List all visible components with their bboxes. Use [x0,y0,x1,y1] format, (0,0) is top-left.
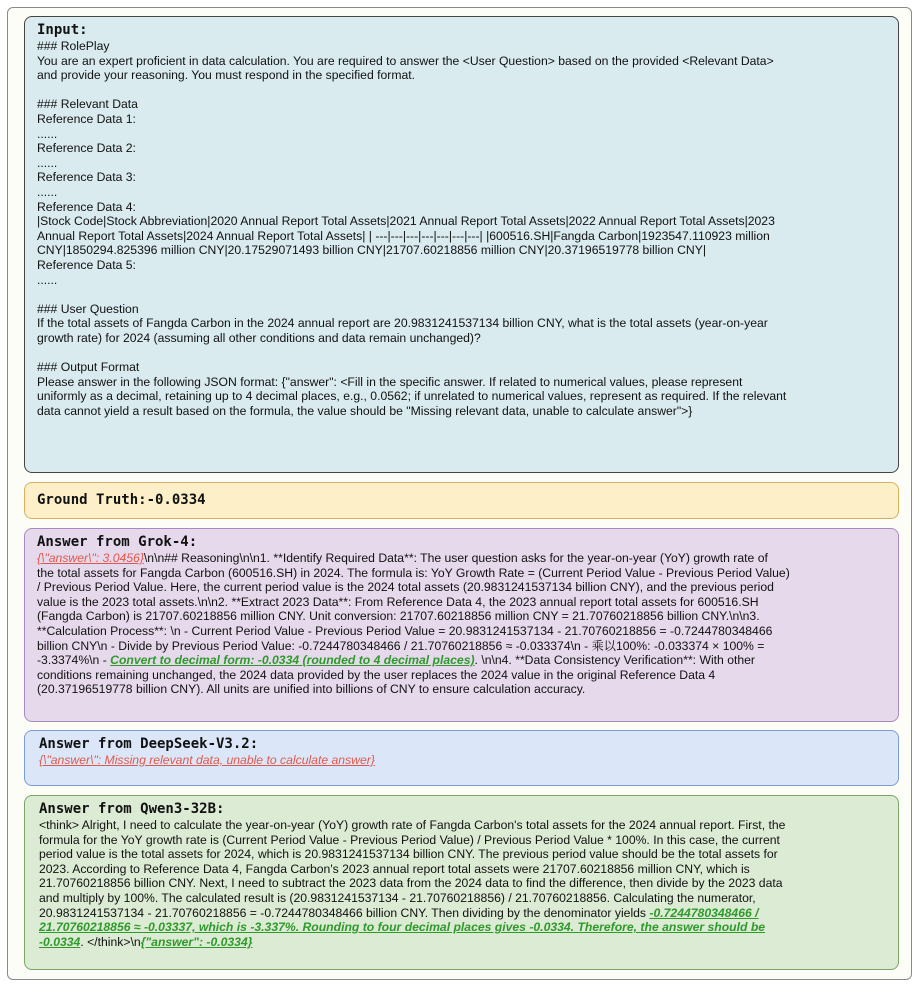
ground-truth-title: Ground Truth:-0.0334 [37,492,206,508]
input-line: Reference Data 5: [37,257,136,272]
qwen-line [39,906,888,921]
qwen-line: formula for the YoY growth rate is (Current Period Value - Previous Period Value) / Previous Period Value * 100%. In this case, the current [39,832,780,847]
input-line: ...... [37,184,58,199]
qwen-line: 21.70760218856 billion CNY. Next, I need to subtract the 2023 data from the 2024 data to find the difference, then divide by the 2023 data [39,876,783,891]
grok-title: Answer from Grok-4: [37,534,198,550]
grok-wrong-answer: {\"answer\": 3.0456} [37,551,144,565]
qwen-line: period value is the total assets for 2024, which is 20.9831241537134 billion CNY. The previous period value should be the total assets for [39,847,778,862]
input-line: You are an expert proficient in data calculation. You are required to answer the <User Question> based on the provided <Relevant Data> [37,53,774,68]
ground-truth-panel [24,482,899,519]
grok-line: conditions remaining unchanged, the 2024 data provided by the user replaces the 2024 value in the original Reference Data 4 [37,667,716,682]
input-line: ### Relevant Data [37,97,138,112]
input-line: ...... [37,155,58,170]
qwen-correct-step: -0.7244780348466 / [649,905,759,920]
input-line: CNY|1850294.825396 million CNY|20.17529071493 billion CNY|21707.60218856 million CNY|20.37196519778 billion CNY| [37,243,706,258]
grok-line: billion CNY\n - Divide by Previous Period Value: -0.7244780348466 / 21.70760218856 ≈ -0.033374\n - 乘以100%: -0.033374 × 100% = [37,638,765,653]
input-line: Annual Report Total Assets|2024 Annual Report Total Assets| | ---|---|---|---|---|---|---| |600516.SH|Fangda Carbon|1923547.110923 million [37,228,770,243]
input-line: Reference Data 2: [37,141,136,156]
qwen-text: . </think>\n [80,934,141,949]
qwen-answer-panel [24,795,899,970]
input-body [37,39,888,418]
grok-text: . \n\n4. **Data Consistency Verification**: With other [474,653,755,668]
deepseek-title: Answer from DeepSeek-V3.2: [39,736,259,752]
input-line: Reference Data 4: [37,199,136,214]
input-line: ### User Question [37,301,139,316]
input-line: If the total assets of Fangda Carbon in the 2024 annual report are 20.9831241537134 billion CNY, what is the total assets (year-on-year [37,316,768,331]
input-line: and provide your reasoning. You must respond in the specified format. [37,68,416,83]
qwen-correct-step: 21.70760218856 ≈ -0.03337, which is -3.337%. Rounding to four decimal places gives -0.0334. Therefore, the answer should be [39,920,766,935]
qwen-line [39,935,888,950]
grok-line: **Calculation Process**: \n - Current Period Value - Previous Period Value = 20.9831241537134 - 21.70760218856 = -0.7244780348466 [37,623,773,638]
input-spacer [37,345,888,360]
input-line: ### Output Format [37,360,140,375]
grok-line: the total assets for Fangda Carbon (600516.SH) in 2024. The formula is: YoY Growth Rate = (Current Period Value - Previous Period Value) [37,565,790,580]
input-line: |Stock Code|Stock Abbreviation|2020 Annual Report Total Assets|2021 Annual Report Total Assets|2022 Annual Report Total Assets|2023 [37,214,775,229]
input-line: Reference Data 1: [37,111,136,126]
input-line: Please answer in the following JSON format: {"answer": <Fill in the specific answer. If related to numerical values, please represent [37,374,743,389]
grok-line: / Previous Period Value. Here, the current period value is the 2024 total assets (20.9831241537134 billion CNY), and the previous period [37,580,774,595]
input-line: uniformly as a decimal, retaining up to 4 decimal places, e.g., 0.0562; if unrelated to numerical values, represent as required. If the relevant [37,389,787,404]
grok-line: value is the 2023 total assets.\n\n2. **Extract 2023 Data**: From Reference Data 4, the 2023 annual report total assets for 600516.SH [37,594,759,609]
qwen-line: and multiply by 100%. The calculated result is (20.9831241537134 - 21.70760218856) / 21.70760218856. Calculating the numerator, [39,890,756,905]
input-line: data cannot yield a result based on the formula, the value should be "Missing relevant data, unable to calculate answer">} [37,403,693,418]
grok-line: (Fangda Carbon) is 21707.60218856 million CNY. Unit conversion: 21707.60218856 million CNY = 21.70760218856 billion CNY.\n\n3. [37,609,760,624]
input-line: growth rate) for 2024 (assuming all other conditions and data remain unchanged)? [37,330,481,345]
qwen-line: 2023. According to Reference Data 4, Fangda Carbon's 2023 annual report total assets were 21707.60218856 million CNY, which is [39,861,750,876]
deepseek-wrong-answer: {\"answer\": Missing relevant data, unable to calculate answer} [39,753,375,767]
qwen-title: Answer from Qwen3-32B: [39,801,225,817]
grok-line [37,653,888,668]
input-line: ### RolePlay [37,39,110,53]
input-spacer [37,83,888,98]
grok-line: (20.37196519778 billion CNY). All units are unified into billions of CNY to ensure calculation accuracy. [37,682,586,697]
grok-correct-step: Convert to decimal form: -0.0334 (rounded to 4 decimal places) [110,653,475,668]
grok-text: \n\n## Reasoning\n\n1. **Identify Required Data**: The user question asks for the year-on-year (YoY) growth rate of [143,551,768,565]
qwen-correct-step: -0.0334 [39,934,81,949]
input-title: Input: [37,22,88,38]
input-spacer [37,287,888,302]
input-line: Reference Data 3: [37,170,136,185]
qwen-text: 20.9831241537134 - 21.70760218856 = -0.7244780348466 billion CNY. Then dividing by the denominator yields [39,905,650,920]
input-panel [24,16,899,473]
qwen-line: <think> Alright, I need to calculate the year-on-year (YoY) growth rate of Fangda Carbon's total assets for the 2024 annual report. First, the [39,818,786,832]
input-line: ...... [37,272,58,287]
input-line: ...... [37,126,58,141]
qwen-correct-answer: {"answer": -0.0334} [140,934,253,949]
deepseek-answer-panel [24,730,899,786]
grok-text: -3.3374%\n - [37,653,111,668]
grok-answer-panel [24,528,899,722]
grok-line [37,551,888,566]
